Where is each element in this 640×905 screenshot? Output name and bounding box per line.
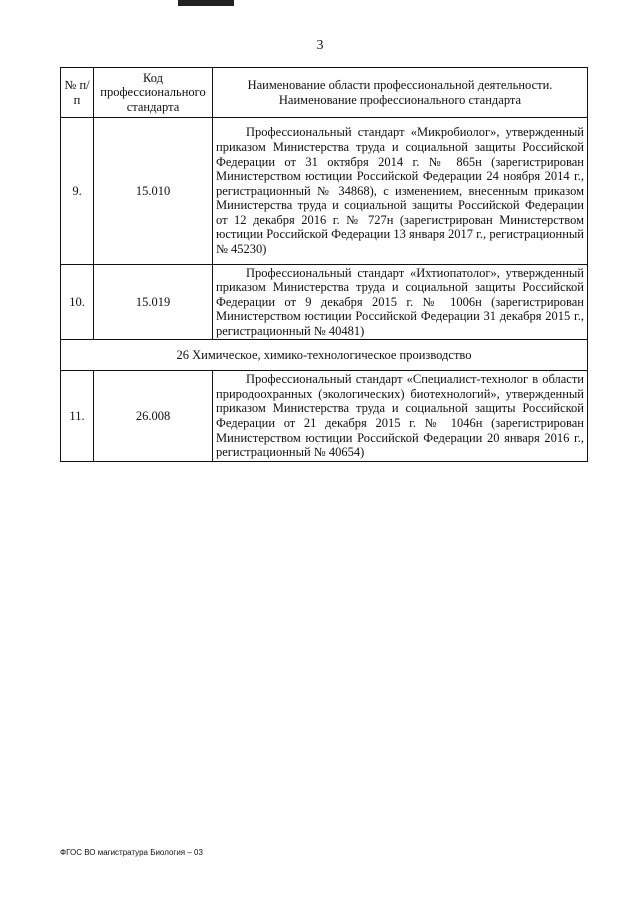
row-number: 11. <box>61 371 94 462</box>
table-row <box>61 371 588 462</box>
table-header-row <box>61 68 588 118</box>
row-description <box>213 371 588 462</box>
table-row <box>61 265 588 340</box>
header-name-line1: Наименование области профессиональной деятельности. <box>247 77 553 92</box>
row-description-text: Профессиональный стандарт «Микробиолог», утвержденный приказом Министерства труда и социальной защиты Российской Федерации от 31 октября 2014 г. № 865н (зарегистрирован Министерством юстиции Российской Федерации 24 ноября 2014 г., регистрационный № 34868), с изменением, внесенным приказом Министерства труда и социальной защиты Российской Федерации от 12 декабря 2016 г. № 727н (зарегистрирован Министерством юстиции Российской Федерации 13 января 2017 г., регистрационный № 45230) <box>216 125 584 257</box>
row-description-text: Профессиональный стандарт «Специалист-технолог в области природоохранных (экологических) биотехнологий», утвержденный приказом Министерства труда и социальной защиты Российской Федерации от 21 декабря 2015 г. № 1046н (зарегистрирован Министерством юстиции Российской Федерации 20 января 2016 г., регистрационный № 40654) <box>216 372 584 460</box>
row-description <box>213 265 588 340</box>
professional-standards-table <box>60 67 588 462</box>
row-code: 26.008 <box>94 371 213 462</box>
row-description <box>213 118 588 265</box>
header-name <box>213 68 588 118</box>
row-description-text: Профессиональный стандарт «Ихтиопатолог», утвержденный приказом Министерства труда и социальной защиты Российской Федерации от 9 декабря 2015 г. № 1006н (зарегистрирован Министерством юстиции Российской Федерации 31 декабря 2015 г., регистрационный № 40481) <box>216 265 584 338</box>
section-row <box>61 340 588 371</box>
table-row <box>61 118 588 265</box>
section-title: 26 Химическое, химико-технологическое производство <box>61 340 588 371</box>
scan-artifact <box>178 0 234 6</box>
row-number: 10. <box>61 265 94 340</box>
header-name-line2: Наименование профессионального стандарта <box>278 92 522 107</box>
footer-caption: ФГОС ВО магистратура Биология – 03 <box>60 848 203 857</box>
row-code: 15.010 <box>94 118 213 265</box>
row-number: 9. <box>61 118 94 265</box>
row-code: 15.019 <box>94 265 213 340</box>
page-number: 3 <box>316 38 324 53</box>
header-number: № п/п <box>61 68 94 118</box>
header-code: Код профессионального стандарта <box>94 68 213 118</box>
